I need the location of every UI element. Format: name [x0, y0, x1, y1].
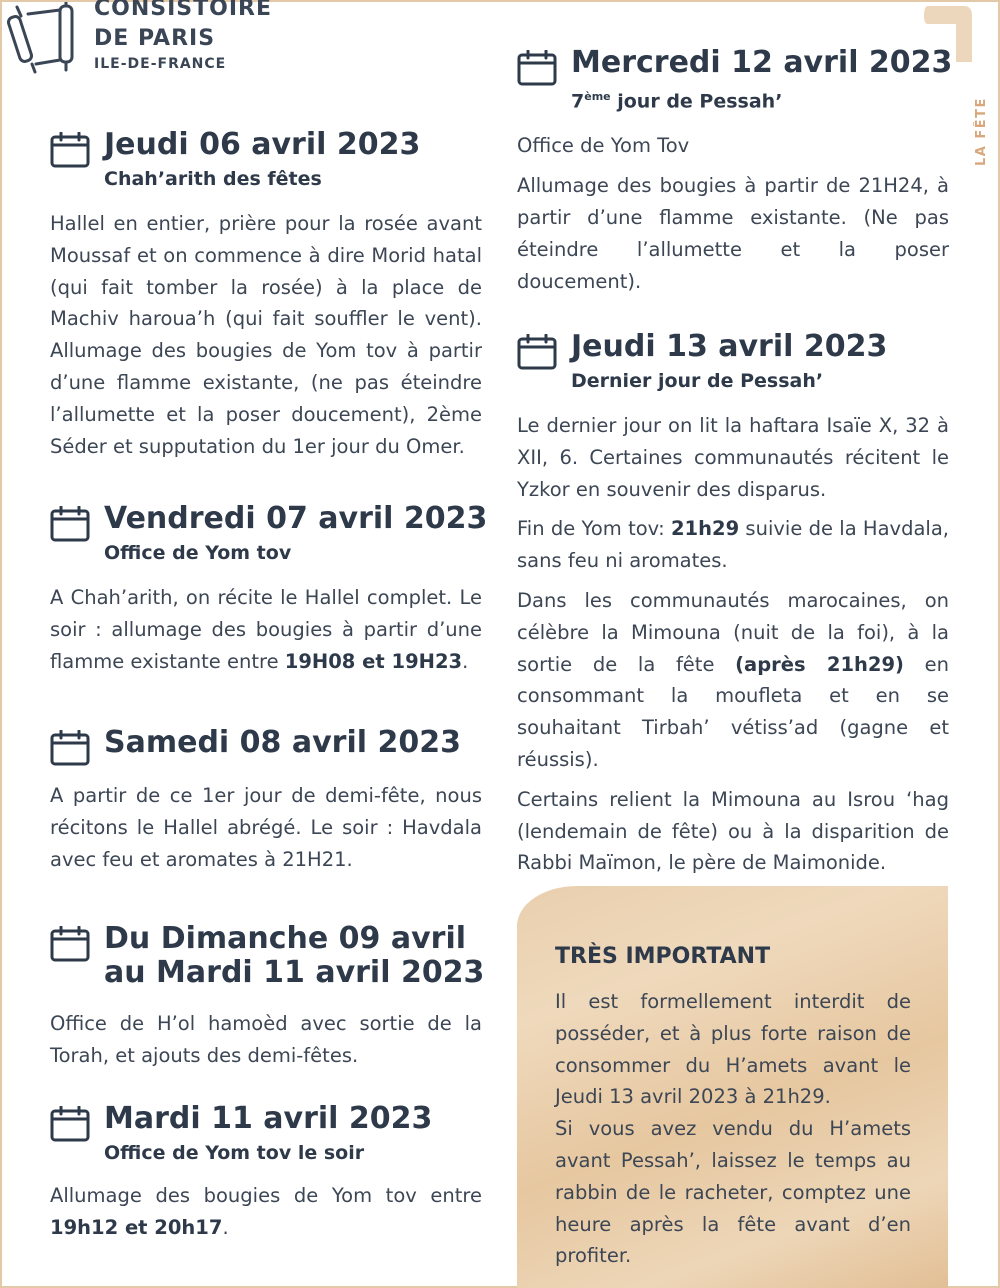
event-date: Mercredi 12 avril 2023: [571, 45, 953, 80]
event-description: Le dernier jour on lit la haftara Isaïe X, 32 à XII, 6. Certaines communautés récitent le Yzkor en souvenir des disparus.: [517, 414, 949, 501]
event-vendredi-07: [50, 501, 488, 677]
event-description: Allumage des bougies de Yom tov entre 19h12 et 20h17.: [50, 1184, 482, 1239]
torah-scroll-icon: [6, 2, 82, 74]
consistoire-logo[interactable]: [6, 0, 286, 76]
important-title: TRÈS IMPORTANT: [555, 944, 771, 969]
event-mercredi-12: [517, 45, 953, 297]
event-date: Jeudi 06 avril 2023: [104, 127, 421, 162]
calendar-icon: [517, 50, 557, 86]
important-paragraph: Il est formellement interdit de posséder, et à plus forte raison de consommer du H’amets avant le Jeudi 13 avril 2023 à 21h29.: [555, 990, 911, 1109]
event-description: A partir de ce 1er jour de demi-fête, nous récitons le Hallel abrégé. Le soir : Havdala avec feu et aromates à 21H21.: [50, 784, 482, 871]
event-mardi-11: [50, 1102, 482, 1244]
event-description: Hallel en entier, prière pour la rosée avant Moussaf et on commence à dire Morid hatal (qui fait tomber la rosée) à la place de Machiv haroua’h (qui fait souffler le vent). Allumage des bougies de Yom tov à partir d’une flamme existante, (ne pas éteindre l’allumette et la poser doucement), 2ème Séder et supputation du 1er jour du Omer.: [50, 212, 482, 458]
event-jeudi-13: [517, 330, 949, 879]
important-notice-box: [517, 886, 948, 1288]
event-description: Office de H’ol hamoèd avec sortie de la Torah, et ajouts des demi-fêtes.: [50, 1012, 482, 1067]
event-date: Vendredi 07 avril 2023: [104, 501, 488, 536]
calendar-icon: [50, 1106, 90, 1142]
event-subtitle: 7ème jour de Pessah’: [571, 90, 783, 113]
event-description: Office de Yom Tov: [517, 134, 690, 158]
event-date: Samedi 08 avril 2023: [104, 725, 461, 760]
event-samedi-08: [50, 726, 482, 875]
event-date: Jeudi 13 avril 2023: [571, 329, 888, 364]
event-jeudi-06: [50, 128, 482, 462]
calendar-icon: [50, 926, 90, 962]
event-subtitle: Dernier jour de Pessah’: [571, 370, 824, 392]
event-description: Certains relient la Mimouna au Isrou ‘hag (lendemain de fête) ou à la disparition de Rabbi Maïmon, le père de Maimonide.: [517, 787, 949, 875]
logo-line-2: DE PARIS: [94, 26, 216, 51]
event-date-line-2: au Mardi 11 avril 2023: [104, 955, 485, 990]
event-date: Mardi 11 avril 2023: [104, 1101, 433, 1136]
event-description: A Chah’arith, on récite le Hallel complet. Le soir : allumage des bougies à partir d’une flamme existante entre 19H08 et 19H23.: [50, 586, 482, 673]
section-side-label: LA FÊTE: [974, 97, 989, 166]
calendar-icon: [517, 334, 557, 370]
event-description: Dans les communautés marocaines, on célèbre la Mimouna (nuit de la foi), à la sortie de la fête (après 21h29) en consommant la moufleta et en se souhaitant Tirbah’ vétiss’ad (gagne et réussis).: [517, 588, 950, 771]
logo-line-1: CONSISTOIRE: [94, 0, 272, 21]
event-subtitle: Office de Yom tov: [104, 542, 292, 564]
logo-line-3: ILE-DE-FRANCE: [94, 56, 227, 72]
event-date-line-1: Du Dimanche 09 avril: [104, 921, 467, 956]
calendar-icon: [50, 506, 90, 542]
important-text: [555, 986, 911, 1272]
event-dimanche-09: [50, 921, 485, 1072]
event-description: Allumage des bougies à partir de 21H24, à partir d’une flamme existante. (Ne pas éteindre l’allumette et la poser doucement).: [517, 174, 949, 293]
event-subtitle: Office de Yom tov le soir: [104, 1142, 365, 1164]
important-paragraph: Si vous avez vendu du H’amets avant Pessah’, laissez le temps au rabbin de le racheter, comptez une heure après la fête avant d’en profiter.: [555, 1117, 911, 1268]
calendar-icon: [50, 730, 90, 766]
event-description: Fin de Yom tov: 21h29 suivie de la Havdala, sans feu ni aromates.: [517, 517, 949, 573]
calendar-icon: [50, 132, 90, 168]
event-subtitle: Chah’arith des fêtes: [104, 168, 322, 190]
